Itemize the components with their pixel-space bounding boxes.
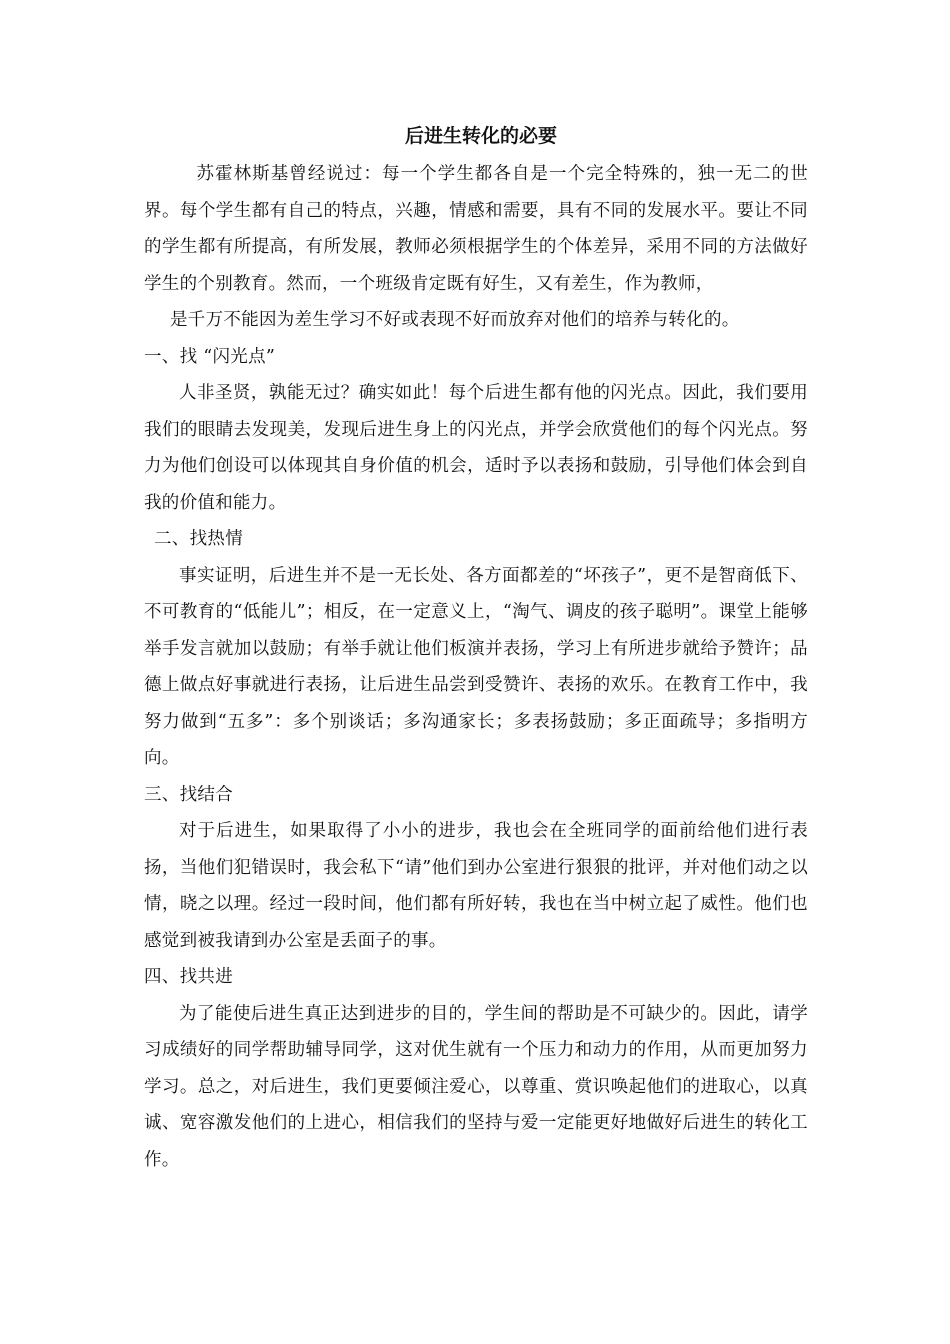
intro-paragraph-tail: 是千万不能因为差生学习不好或表现不好而放弃对他们的培养与转化的。: [170, 310, 740, 330]
section-1: [144, 339, 808, 522]
section-paragraph: 事实证明，后进生并不是一无长处、各方面都差的“坏孩子”，更不是智商低下、不可教育的“低能儿”；相反，在一定意义上，“淘气、调皮的孩子聪明”。课堂上能够举手发言就加以鼓励；有举手就让他们板演并表扬，学习上有所进步就给予赞许；品德上做点好事就进行表扬，让后进生品尝到受赞许、表扬的欢乐。在教育工作中，我努力做到“五多”：多个别谈话；多沟通家长；多表扬鼓励；多正面疏导；多指明方向。: [144, 565, 808, 768]
section-4: [144, 959, 808, 1178]
section-paragraph: 为了能使后进生真正达到进步的目的，学生间的帮助是不可缺少的。因此，请学习成绩好的同学帮助辅导同学，这对优生就有一个压力和动力的作用，从而更加努力学习。总之，对后进生，我们更要倾注爱心，以尊重、赏识唤起他们的进取心，以真诚、宽容激发他们的上进心，相信我们的坚持与爱一定能更好地做好后进生的转化工作。: [144, 1003, 808, 1170]
section-heading: 四、找共进: [144, 967, 233, 987]
document-body: [144, 118, 808, 1178]
section-paragraph: 对于后进生，如果取得了小小的进步，我也会在全班同学的面前给他们进行表扬，当他们犯错误时，我会私下“请”他们到办公室进行狠狠的批评，并对他们动之以情，晓之以理。经过一段时间，他们都有所好转，我也在当中树立起了威性。他们也感觉到被我请到办公室是丢面子的事。: [144, 821, 808, 951]
section-3: [144, 777, 808, 960]
section-heading: 二、找热情: [154, 529, 243, 549]
intro-paragraph: 苏霍林斯基曾经说过：每一个学生都各自是一个完全特殊的，独一无二的世界。每个学生都有自己的特点，兴趣，情感和需要，具有不同的发展水平。要让不同的学生都有所提高，有所发展，教师必须根据学生的个体差异，采用不同的方法做好学生的个别教育。然而，一个班级肯定既有好生，又有差生，作为教师，: [144, 164, 808, 294]
page-title: 后进生转化的必要: [404, 125, 557, 147]
section-heading: 一、找 “闪光点”: [144, 346, 276, 367]
section-paragraph: 人非圣贤，孰能无过？确实如此！每个后进生都有他的闪光点。因此，我们要用我们的眼睛去发现美，发现后进生身上的闪光点，并学会欣赏他们的每个闪光点。努力为他们创设可以体现其自身价值的机会，适时予以表扬和鼓励，引导他们体会到自我的价值和能力。: [144, 383, 808, 513]
section-2: [144, 521, 808, 777]
section-heading: 三、找结合: [144, 784, 233, 805]
